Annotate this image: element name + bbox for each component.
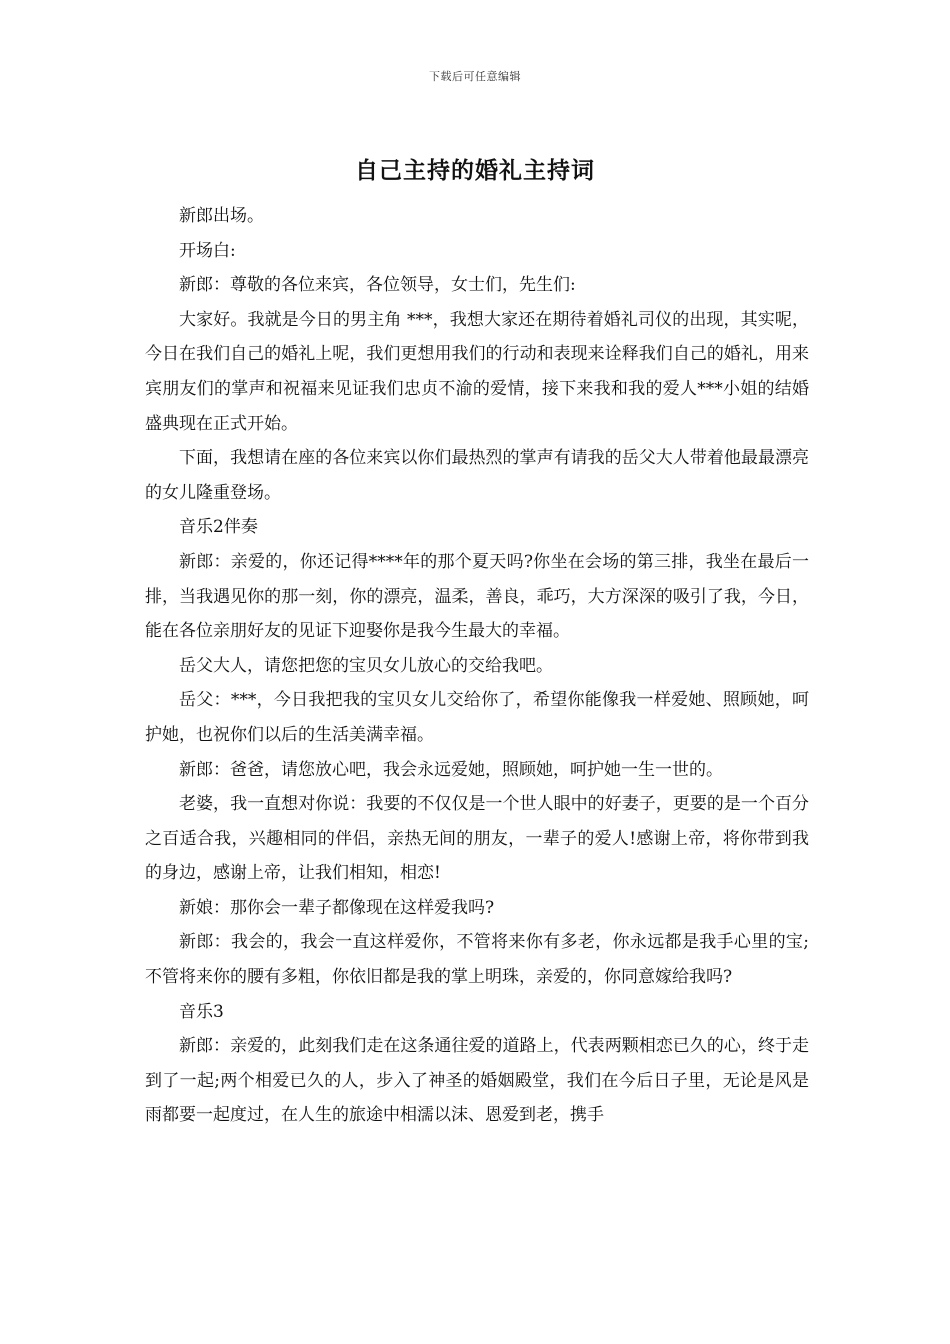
document-title: 自己主持的婚礼主持词 (355, 157, 595, 184)
paragraph-8: 岳父大人，请您把您的宝贝女儿放心的交给我吧。 (179, 655, 553, 676)
header-note: 下载后可任意编辑 (429, 70, 521, 83)
paragraph-10: 新郎：爸爸，请您放心吧，我会永远爱她，照顾她，呵护她一生一世的。 (179, 759, 723, 780)
paragraph-15: 新郎：亲爱的，此刻我们走在这条通往爱的道路上，代表两颗相恋已久的心，终于走到了一起;两个相爱已久的人，步入了神圣的婚姻殿堂，我们在今后日子里，无论是风是雨都要一起度过，在人生的旅途中相濡以沫、恩爱到老，携手 (145, 1036, 809, 1126)
document-body (145, 199, 809, 1133)
paragraph-12: 新娘：那你会一辈子都像现在这样爱我吗? (179, 897, 495, 918)
paragraph-11: 老婆，我一直想对你说：我要的不仅仅是一个世人眼中的好妻子，更要的是一个百分之百适合我，兴趣相同的伴侣，亲热无间的朋友，一辈子的爱人!感谢上帝，将你带到我的身边，感谢上帝，让我们相知，相恋! (145, 794, 809, 884)
paragraph-2: 开场白: (179, 240, 236, 261)
paragraph-13: 新郎：我会的，我会一直这样爱你，不管将来你有多老，你永远都是我手心里的宝;不管将来你的腰有多粗，你依旧都是我的掌上明珠，亲爱的，你同意嫁给我吗? (145, 932, 809, 988)
paragraph-7: 新郎：亲爱的，你还记得****年的那个夏天吗?你坐在会场的第三排，我坐在最后一排，当我遇见你的那一刻，你的漂亮，温柔，善良，乖巧，大方深深的吸引了我，今日，能在各位亲朋好友的见证下迎娶你是我今生最大的幸福。 (145, 551, 809, 642)
paragraph-4: 大家好。我就是今日的男主角 ***，我想大家还在期待着婚礼司仪的出现，其实呢，今日在我们自己的婚礼上呢，我们更想用我们的行动和表现来诠释我们自己的婚礼，用来宾朋友们的掌声和祝福来见证我们忠贞不渝的爱情，接下来我和我的爱人***小姐的结婚盛典现在正式开始。 (145, 309, 809, 434)
paragraph-14: 音乐3 (179, 1001, 224, 1022)
paragraph-9: 岳父：***，今日我把我的宝贝女儿交给你了，希望你能像我一样爱她、照顾她，呵护她，也祝你们以后的生活美满幸福。 (145, 690, 809, 745)
paragraph-5: 下面，我想请在座的各位来宾以你们最热烈的掌声有请我的岳父大人带着他最最漂亮的女儿隆重登场。 (145, 448, 809, 503)
paragraph-1: 新郎出场。 (179, 206, 264, 226)
paragraph-6: 音乐2伴奏 (179, 517, 258, 538)
paragraph-3: 新郎：尊敬的各位来宾，各位领导，女士们，先生们: (179, 275, 576, 296)
